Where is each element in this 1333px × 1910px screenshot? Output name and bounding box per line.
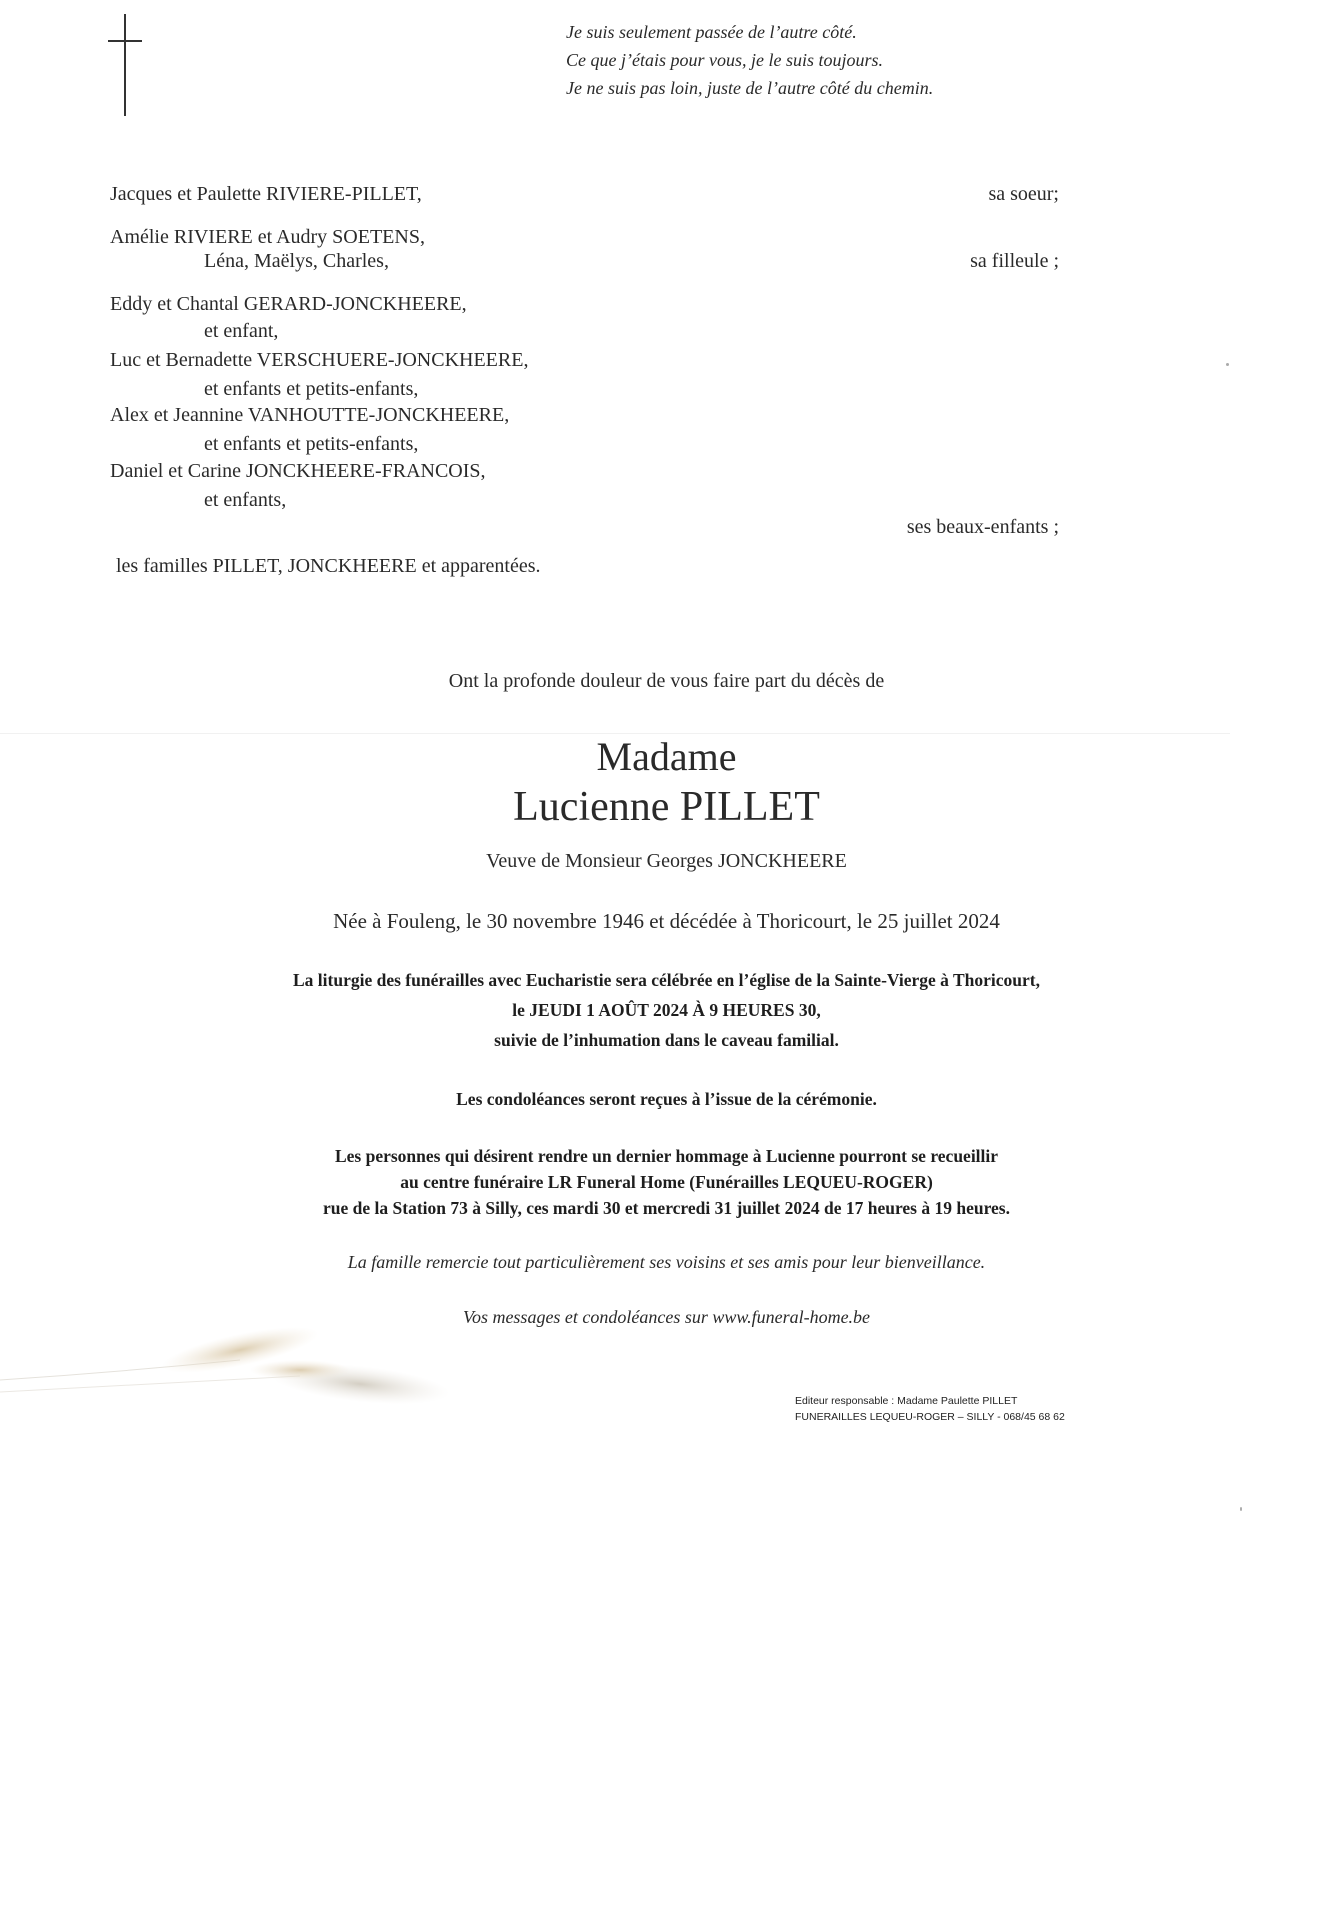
family-line: Amélie RIVIERE et Audry SOETENS,	[110, 226, 425, 248]
family-line: Jacques et Paulette RIVIERE-PILLET,	[110, 183, 422, 205]
condolences-line: Les condoléances seront reçues à l’issue de la cérémonie.	[456, 1089, 877, 1109]
credits-line: Editeur responsable : Madame Paulette PILLET	[795, 1395, 1018, 1407]
family-line: et enfants et petits-enfants,	[204, 433, 419, 455]
family-line: et enfants et petits-enfants,	[204, 378, 419, 400]
widow-line: Veuve de Monsieur Georges JONCKHEERE	[486, 850, 847, 872]
poem	[566, 18, 933, 102]
family-line: Léna, Maëlys, Charles,	[204, 250, 389, 272]
dried-grass-decoration	[0, 1300, 520, 1420]
family-line: Daniel et Carine JONCKHEERE-FRANCOIS,	[110, 460, 486, 482]
relation-label: ses beaux-enfants ;	[906, 516, 1059, 538]
messages-line: Vos messages et condoléances sur www.funeral-home.be	[462, 1307, 871, 1327]
poem-line: Ce que j’étais pour vous, je le suis toujours.	[566, 50, 883, 70]
family-line: Luc et Bernadette VERSCHUERE-JONCKHEERE,	[110, 349, 529, 371]
relation-label: sa filleule ;	[970, 250, 1059, 272]
family-line: et enfants,	[204, 489, 287, 511]
announcement-intro: Ont la profonde douleur de vous faire part du décès de	[448, 670, 885, 692]
homage-line: Les personnes qui désirent rendre un dernier hommage à Lucienne pourront se recueillir	[334, 1146, 999, 1166]
family-line: Eddy et Chantal GERARD-JONCKHEERE,	[110, 293, 467, 315]
scan-speck	[1226, 363, 1229, 366]
birth-death-line: Née à Fouleng, le 30 novembre 1946 et décédée à Thoricourt, le 25 juillet 2024	[333, 909, 1000, 933]
publisher-credits	[795, 1393, 1065, 1425]
relation-label: sa soeur;	[988, 183, 1059, 205]
liturgy-line: suivie de l’inhumation dans le caveau familial.	[494, 1030, 839, 1050]
credits-line: FUNERAILLES LEQUEU-ROGER – SILLY - 068/45 68 62	[795, 1411, 1065, 1423]
poem-line: Je suis seulement passée de l’autre côté.	[566, 22, 857, 42]
cross-icon	[124, 14, 126, 116]
homage-line: au centre funéraire LR Funeral Home (Funérailles LEQUEU-ROGER)	[400, 1172, 933, 1192]
liturgy-line: le JEUDI 1 AOÛT 2024 À 9 HEURES 30,	[512, 1000, 821, 1020]
homage-line: rue de la Station 73 à Silly, ces mardi 30 et mercredi 31 juillet 2024 de 17 heures à 19 heures.	[323, 1198, 1010, 1218]
poem-line: Je ne suis pas loin, juste de l’autre côté du chemin.	[566, 78, 934, 98]
deceased-name: Lucienne PILLET	[513, 784, 820, 830]
deceased-title: Madame	[596, 734, 737, 779]
cross-icon-bar	[108, 40, 142, 42]
thanks-line: La famille remercie tout particulièrement ses voisins et ses amis pour leur bienveillance.	[347, 1252, 986, 1272]
family-line: Alex et Jeannine VANHOUTTE-JONCKHEERE,	[110, 404, 510, 426]
liturgy-line: La liturgie des funérailles avec Eucharistie sera célébrée en l’église de la Sainte-Vierge à Thoricourt,	[293, 970, 1040, 990]
family-line: les familles PILLET, JONCKHEERE et apparentées.	[116, 555, 541, 577]
scan-speck	[1240, 1507, 1242, 1511]
family-line: et enfant,	[204, 320, 279, 342]
